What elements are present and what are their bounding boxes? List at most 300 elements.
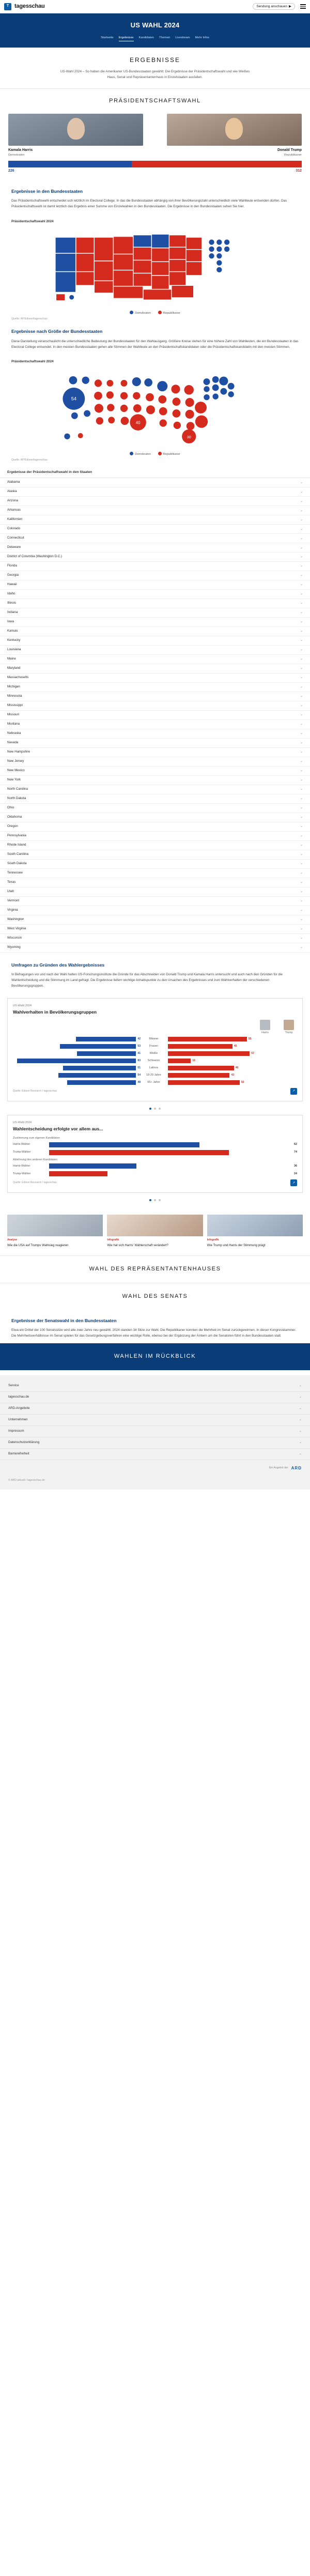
candidate-card-trump[interactable] xyxy=(167,114,302,158)
state-name: New Mexico xyxy=(7,768,25,772)
bubble-map-legend xyxy=(0,450,310,457)
state-name: Rhode Island xyxy=(7,842,26,847)
state-name: Indiana xyxy=(7,610,18,615)
state-accordion-row[interactable] xyxy=(0,534,310,543)
avatar-harris-icon xyxy=(260,1020,270,1030)
chevron-down-icon[interactable]: ⌄ xyxy=(299,1395,302,1399)
chevron-down-icon[interactable]: ⌄ xyxy=(300,536,303,540)
chevron-down-icon[interactable]: ⌄ xyxy=(300,890,303,893)
chevron-down-icon[interactable]: ⌄ xyxy=(300,555,303,559)
chevron-down-icon[interactable]: ⌄ xyxy=(300,862,303,865)
candidate-party-trump: Republikaner xyxy=(284,154,302,157)
state-name: Virginia xyxy=(7,908,18,912)
hero-banner xyxy=(0,13,310,48)
chevron-down-icon[interactable]: ⌄ xyxy=(300,611,303,615)
map-legend xyxy=(0,309,310,316)
nav-band-house[interactable]: WAHL DES REPRÄSENTANTENHAUSES xyxy=(0,1255,310,1283)
state-name: Alabama xyxy=(7,480,20,484)
chart2-value: 24 xyxy=(294,1172,297,1175)
chevron-down-icon[interactable]: ⌄ xyxy=(300,630,303,633)
state-name: Nebraska xyxy=(7,731,21,735)
senate-text: Etwa ein Drittel der 100 Senatssitze wird alle zwei Jahre neu gewählt. 2024 standen 34 Sitze zur Wahl. Die Republikaner konnten die Mehrheit im Senat zurückgewinnen. In dieser Kongresskammer. Die Mehrheitsverhältnisse im Senat spielen für das Gesetzgebungsverfahren eine wichtige Rolle, ebenso bei der Ergänzung der Ämtern um die Senatoren führt in den Bundesstaaten statt. xyxy=(11,1328,297,1338)
senate-heading: Ergebnisse der Senatswahl in den Bundesstaaten xyxy=(11,1317,117,1323)
candidate-comparison xyxy=(0,111,310,158)
electoral-votes-dem: 226 xyxy=(8,168,14,173)
map-source-choropleth: Quelle: AP/Edison/tagesschau xyxy=(11,317,48,320)
footer-link-label: Impressum xyxy=(8,1429,24,1433)
avatar-trump-icon xyxy=(284,1020,294,1030)
state-accordion-row[interactable] xyxy=(0,543,310,553)
article-heading-college: Ergebnisse in den Bundesstaaten xyxy=(11,189,83,194)
state-accordion-row[interactable] xyxy=(0,794,310,804)
legend-rep-bubble: Republikaner xyxy=(158,452,180,456)
state-accordion-row[interactable] xyxy=(0,785,310,794)
chart2-source: Quelle: Edison Research / tagesschau xyxy=(13,1181,57,1185)
teaser-2[interactable] xyxy=(107,1215,203,1248)
state-name: Montana xyxy=(7,722,20,726)
footer-link-row[interactable] xyxy=(0,1392,310,1403)
footer-link-row[interactable] xyxy=(0,1426,310,1437)
chevron-down-icon[interactable]: ⌄ xyxy=(300,917,303,921)
article-heading-size: Ergebnisse nach Größe der Bundesstaaten xyxy=(11,329,103,334)
state-name: Massachusetts xyxy=(7,676,29,680)
footer-brand-label: Ein Angebot der xyxy=(269,1466,288,1469)
footer-link-row[interactable] xyxy=(0,1415,310,1426)
teaser-2-title: Wie hat sich Harris' Wählerschaft verändert? xyxy=(107,1244,168,1247)
state-name: Kentucky xyxy=(7,638,21,642)
state-name: Minnesota xyxy=(7,694,22,698)
chart2-category-label: Harris-Wähler xyxy=(13,1142,30,1146)
chevron-down-icon[interactable]: ⌄ xyxy=(300,936,303,940)
state-name: South Carolina xyxy=(7,852,28,856)
state-accordion-row[interactable] xyxy=(0,571,310,580)
state-name: Illinois xyxy=(7,601,17,605)
play-icon: ▶ xyxy=(289,4,291,8)
chevron-down-icon[interactable]: ⌄ xyxy=(300,602,303,605)
chevron-down-icon[interactable]: ⌄ xyxy=(300,527,303,531)
nav-item-mehr-infos[interactable]: Mehr Infos xyxy=(195,36,209,39)
state-name: Colorado xyxy=(7,527,21,531)
state-accordion-row[interactable] xyxy=(0,915,310,925)
chevron-down-icon[interactable]: ⌄ xyxy=(300,499,303,503)
ard-logo-icon[interactable]: ARD xyxy=(291,1465,302,1470)
article-surveys xyxy=(0,953,310,993)
electoral-bar-dem xyxy=(8,161,132,167)
page-title: US WAHL 2024 xyxy=(130,21,180,29)
state-name: Louisiana xyxy=(7,648,21,652)
site-header xyxy=(0,0,310,13)
article-text-size: Diese Darstellung veranschaulicht die unterschiedliche Bedeutung der Bundesstaaten für den Wahlausgang. Größere Kreise stehen für eine höhere Zahl von Wahlleuten, die ein Bundesstaaten in das Electoral College entsendet. In den meisten Bundesstaaten gehen alle Stimmen der Wahlleute an den Präsidentschaftskandidaten oder die Präsidentschaftskandidatin mit den meisten Stimmen. xyxy=(11,339,299,349)
chevron-down-icon[interactable]: ⌄ xyxy=(299,1440,302,1444)
chevron-down-icon[interactable]: ⌄ xyxy=(300,518,303,522)
state-accordion-row[interactable] xyxy=(0,720,310,729)
state-name: Florida xyxy=(7,564,17,568)
state-name: New Jersey xyxy=(7,759,24,763)
chevron-down-icon[interactable]: ⌄ xyxy=(300,657,303,661)
chart1-kicker: US-Wahl 2024 xyxy=(13,1004,32,1008)
chevron-down-icon[interactable]: ⌄ xyxy=(300,723,303,726)
state-name: Kalifornien xyxy=(7,517,23,522)
chevron-down-icon[interactable]: ⌄ xyxy=(300,583,303,587)
chart1-row: 54 18-29 Jahre 43 xyxy=(13,1073,297,1078)
footer-link-label: Barrierefreiheit xyxy=(8,1451,29,1455)
chart1-category-label: 65+ Jahre xyxy=(147,1080,160,1084)
candidate-photo-trump xyxy=(167,114,302,146)
state-accordion-row[interactable] xyxy=(0,943,310,953)
chart2-value: 36 xyxy=(294,1164,297,1168)
chevron-down-icon[interactable]: ⌄ xyxy=(300,871,303,875)
nav-item-startseite[interactable]: Startseite xyxy=(101,36,114,39)
chart1-row: 41 Weiße 57 xyxy=(13,1051,297,1056)
chart1-series-legend xyxy=(13,1020,297,1035)
surveys-text: In Befragungen vor und nach der Wahl halten US-Forschungsinstitute die Gründe für das Abschneiden von Donald Trump und Kamala Harris untersucht und auch nach den Gründen für die Wahlentscheidung und die Stimmung im Land gefragt. Die Ergebnisse liefern wichtige Anhaltspunkte zu den Ursachen des Ergebnisses und zum Wahlverhalten der verschiedenen Bevölkerungsgruppen. xyxy=(11,973,283,988)
svg-text:54: 54 xyxy=(71,396,77,402)
chevron-down-icon[interactable]: ⌄ xyxy=(299,1406,302,1410)
tagesschau-logo-icon[interactable]: T xyxy=(4,3,11,10)
svg-text:40: 40 xyxy=(135,420,141,425)
state-name: District of Columbia (Washington D.C.) xyxy=(7,555,63,559)
chevron-down-icon[interactable]: ⌄ xyxy=(300,908,303,912)
chart1-row: 83 Schwarze 16 xyxy=(13,1059,297,1063)
state-name: Maine xyxy=(7,657,16,661)
teaser-3[interactable] xyxy=(207,1215,303,1248)
states-section-heading: Ergebnisse der Präsidentschaftswahl in den Staaten xyxy=(7,470,92,474)
chevron-down-icon[interactable]: ⌄ xyxy=(300,750,303,754)
candidate-card-harris[interactable] xyxy=(8,114,143,158)
footer-link-row[interactable] xyxy=(0,1381,310,1392)
bubble-map-container[interactable] xyxy=(0,366,310,450)
state-accordion-row[interactable] xyxy=(0,869,310,878)
chevron-down-icon[interactable]: ⌄ xyxy=(300,844,303,847)
electoral-bar-rep xyxy=(132,161,302,167)
chevron-down-icon[interactable]: ⌄ xyxy=(300,945,303,949)
footer-link-label: Unternehmen xyxy=(8,1417,28,1421)
teaser-image-karte xyxy=(207,1215,303,1236)
figure-title-bubble: Präsidentschaftswahl 2024 xyxy=(11,359,54,363)
legend-dem-bubble: Demokraten xyxy=(130,452,150,456)
state-accordion-row[interactable] xyxy=(0,580,310,590)
article-electoral-college xyxy=(0,181,310,213)
brand-name[interactable]: tagesschau xyxy=(14,3,45,9)
article-state-size xyxy=(0,321,310,354)
electoral-vote-bar xyxy=(0,158,310,181)
nav-item-kandidaten[interactable]: Kandidaten xyxy=(138,36,154,39)
chevron-down-icon[interactable]: ⌄ xyxy=(300,778,303,782)
state-accordion-row[interactable] xyxy=(0,832,310,841)
state-name: Maryland xyxy=(7,666,21,670)
state-name: Pennsylvania xyxy=(7,833,26,837)
chevron-down-icon[interactable]: ⌄ xyxy=(300,788,303,791)
state-name: Wisconsin xyxy=(7,936,22,940)
state-accordion-row[interactable] xyxy=(0,599,310,608)
state-name: Ohio xyxy=(7,805,14,809)
state-accordion-row[interactable] xyxy=(0,934,310,943)
chart1-legend-harris: Harris xyxy=(260,1020,270,1035)
state-accordion-row[interactable] xyxy=(0,878,310,887)
footer-link-row[interactable] xyxy=(0,1437,310,1449)
chart1-category-label: Weiße xyxy=(149,1051,158,1055)
chevron-down-icon[interactable]: ⌄ xyxy=(300,806,303,810)
chevron-down-icon[interactable]: ⌄ xyxy=(300,927,303,930)
chart1-row: 51 Latinos 46 xyxy=(13,1066,297,1070)
figure-title-choropleth: Präsidentschaftswahl 2024 xyxy=(11,219,54,223)
results-intro-band xyxy=(0,48,310,89)
chevron-down-icon[interactable]: ⌄ xyxy=(300,760,303,763)
chevron-down-icon[interactable]: ⌄ xyxy=(300,481,303,484)
chevron-down-icon[interactable]: ⌄ xyxy=(300,816,303,819)
chart2-row xyxy=(13,1142,297,1147)
legend-dem: Demokraten xyxy=(130,311,150,315)
state-accordion-row[interactable] xyxy=(0,804,310,813)
candidate-name-harris: Kamala Harris xyxy=(8,148,33,152)
state-accordion-row[interactable] xyxy=(0,897,310,906)
chart-card-motivation[interactable] xyxy=(7,1115,303,1193)
state-accordion-row[interactable] xyxy=(0,711,310,720)
teaser-3-tag: Infografik xyxy=(207,1238,219,1242)
chart2-row xyxy=(13,1150,297,1155)
chart1-footer xyxy=(13,1088,297,1095)
hero-nav xyxy=(5,36,305,41)
footer-link-row[interactable] xyxy=(0,1403,310,1415)
chart2-kicker: US-Wahl 2024 xyxy=(13,1121,32,1125)
chevron-down-icon[interactable]: ⌄ xyxy=(300,639,303,642)
chevron-down-icon[interactable]: ⌄ xyxy=(300,732,303,735)
footer-link-label: ARD-Angebote xyxy=(8,1406,30,1410)
teaser-row xyxy=(0,1209,310,1255)
chevron-down-icon[interactable]: ⌄ xyxy=(300,620,303,624)
share-icon[interactable]: ↗ xyxy=(290,1088,297,1095)
electoral-votes-rep: 312 xyxy=(296,168,302,173)
chevron-down-icon[interactable]: ⌄ xyxy=(300,825,303,829)
state-accordion-row[interactable] xyxy=(0,618,310,627)
nav-item-themen[interactable]: Themen xyxy=(159,36,171,39)
state-accordion-row[interactable] xyxy=(0,673,310,683)
state-accordion-row[interactable] xyxy=(0,590,310,599)
state-name: Georgia xyxy=(7,573,19,577)
state-accordion-row[interactable] xyxy=(0,766,310,776)
state-name: Utah xyxy=(7,889,14,893)
chevron-down-icon[interactable]: ⌄ xyxy=(300,899,303,902)
site-footer xyxy=(0,1375,310,1490)
teaser-image-analyse xyxy=(7,1215,103,1236)
state-name: Oregon xyxy=(7,824,18,828)
footer-links[interactable] xyxy=(0,1381,310,1460)
chevron-down-icon[interactable]: ⌄ xyxy=(300,574,303,577)
chevron-down-icon[interactable]: ⌄ xyxy=(300,667,303,670)
chart2-subtitle: Ablehnung des anderen Kandidaten xyxy=(13,1158,58,1161)
chevron-down-icon[interactable]: ⌄ xyxy=(299,1417,302,1421)
footer-brand-row xyxy=(0,1460,310,1479)
carousel-dots-2[interactable] xyxy=(7,1198,303,1206)
state-accordion-row[interactable] xyxy=(0,608,310,618)
state-name: Alaska xyxy=(7,489,17,494)
state-name: Iowa xyxy=(7,620,14,624)
state-name: Idaho xyxy=(7,592,16,596)
state-name: Vermont xyxy=(7,898,20,902)
state-accordion-row[interactable] xyxy=(0,701,310,711)
state-accordion-row[interactable] xyxy=(0,553,310,562)
state-accordion-row[interactable] xyxy=(0,860,310,869)
state-accordion-row[interactable] xyxy=(0,487,310,497)
state-name: West Virginia xyxy=(7,926,26,930)
chevron-down-icon[interactable]: ⌄ xyxy=(299,1451,302,1455)
state-accordion-row[interactable] xyxy=(0,525,310,534)
state-accordion-row[interactable] xyxy=(0,497,310,506)
teaser-3-title: Wie Trump und Harris der Stimmung prägt xyxy=(207,1244,266,1247)
chevron-down-icon[interactable]: ⌄ xyxy=(300,564,303,568)
nav-item-ergebnisse[interactable]: Ergebnisse xyxy=(119,36,134,41)
chevron-down-icon[interactable]: ⌄ xyxy=(300,834,303,838)
map-source-bubble: Quelle: AP/Edison/tagesschau xyxy=(11,458,48,462)
state-accordion-row[interactable] xyxy=(0,850,310,860)
footer-link-label: Datenschutzerklärung xyxy=(8,1440,40,1444)
state-accordion-row[interactable] xyxy=(0,813,310,822)
chevron-down-icon[interactable]: ⌄ xyxy=(300,676,303,680)
state-name: Michigan xyxy=(7,685,20,689)
state-accordion-row[interactable] xyxy=(0,906,310,915)
share-icon-2[interactable]: ↗ xyxy=(290,1179,297,1186)
state-name: Arizona xyxy=(7,499,18,503)
state-accordion-row[interactable] xyxy=(0,646,310,655)
chart2-plot xyxy=(13,1137,297,1177)
teaser-2-tag: Infografik xyxy=(107,1238,119,1242)
state-accordion-row[interactable] xyxy=(0,887,310,897)
surveys-heading: Umfragen zu Gründen des Wahlergebnisses xyxy=(11,962,105,968)
candidate-name-trump: Donald Trump xyxy=(277,148,302,152)
state-accordion-row[interactable] xyxy=(0,729,310,739)
results-heading: ERGEBNISSE xyxy=(129,56,181,64)
chevron-down-icon[interactable]: ⌄ xyxy=(299,1384,302,1388)
state-name: Wyoming xyxy=(7,945,21,949)
state-name: Tennessee xyxy=(7,870,23,875)
state-name: Oklahoma xyxy=(7,815,22,819)
chart1-row: 53 Frauen 45 xyxy=(13,1044,297,1049)
choropleth-map-container[interactable] xyxy=(0,226,310,309)
chart1-legend-trump: Trump xyxy=(284,1020,294,1035)
results-intro-text: US-Wahl 2024 – So haben die Amerikaner US-Bundesstaaten gewählt: Die Ergebnisse der Präsidentschaftswahl und wie Weißes Haus, Senat und Repräsentantenhaus in Einzelstaaten ausfallen. xyxy=(60,69,250,79)
hamburger-menu-icon[interactable] xyxy=(300,4,306,9)
chart1-plot xyxy=(13,1037,297,1085)
footer-link-row[interactable] xyxy=(0,1449,310,1460)
footer-copyright: © ARD-aktuell / tagesschau.de xyxy=(8,1478,45,1482)
state-accordion-row[interactable] xyxy=(0,506,310,515)
chevron-down-icon[interactable]: ⌄ xyxy=(300,685,303,689)
teaser-1-tag: Analyse xyxy=(7,1238,18,1242)
chart1-category-label: 18-29 Jahre xyxy=(146,1073,161,1077)
state-accordion-row[interactable] xyxy=(0,748,310,757)
chart2-category-label: Trump-Wähler xyxy=(13,1172,31,1175)
teaser-1[interactable] xyxy=(7,1215,103,1248)
state-accordion-row[interactable] xyxy=(0,655,310,664)
state-name: Nevada xyxy=(7,741,19,745)
state-accordion[interactable] xyxy=(0,478,310,952)
state-accordion-row[interactable] xyxy=(0,822,310,832)
chevron-down-icon[interactable]: ⌄ xyxy=(300,713,303,717)
chart2-subtitle: Zustimmung zum eigenen Kandidaten xyxy=(13,1136,60,1140)
candidate-party-harris: Demokraten xyxy=(8,154,25,157)
state-accordion-row[interactable] xyxy=(0,515,310,525)
state-name: Kansas xyxy=(7,629,18,633)
state-name: Washington xyxy=(7,917,24,921)
chevron-down-icon[interactable]: ⌄ xyxy=(300,880,303,884)
chart2-value: 74 xyxy=(294,1150,297,1154)
state-name: Arkansas xyxy=(7,508,21,512)
state-name: Mississippi xyxy=(7,703,23,708)
article-senate xyxy=(0,1310,310,1343)
chevron-down-icon[interactable]: ⌄ xyxy=(300,852,303,856)
carousel-dots-1[interactable] xyxy=(7,1107,303,1115)
state-accordion-row[interactable] xyxy=(0,627,310,636)
svg-text:30: 30 xyxy=(187,435,191,440)
teaser-image-trump xyxy=(107,1215,203,1236)
chevron-down-icon[interactable]: ⌄ xyxy=(300,546,303,549)
chart2-footer xyxy=(13,1179,297,1186)
state-accordion-row[interactable] xyxy=(0,757,310,766)
chevron-down-icon[interactable]: ⌄ xyxy=(300,769,303,773)
state-accordion-row[interactable] xyxy=(0,664,310,673)
chart2-title: Wahlentscheidung erfolgte vor allem aus... xyxy=(13,1126,103,1132)
state-accordion-row[interactable] xyxy=(0,692,310,701)
state-accordion-row[interactable] xyxy=(0,739,310,748)
chart2-value: 62 xyxy=(294,1142,297,1146)
chevron-down-icon[interactable]: ⌄ xyxy=(300,592,303,596)
state-name: Delaware xyxy=(7,545,21,549)
state-name: Connecticut xyxy=(7,536,24,540)
chart-card-demographics[interactable] xyxy=(7,998,303,1101)
state-accordion-row[interactable] xyxy=(0,478,310,487)
state-accordion-row[interactable] xyxy=(0,562,310,571)
state-accordion-row[interactable] xyxy=(0,776,310,785)
us-states-choropleth-map[interactable] xyxy=(7,227,303,303)
legend-rep: Republikaner xyxy=(158,311,180,315)
chart1-category-label: Männer xyxy=(149,1037,159,1040)
candidate-photo-harris xyxy=(8,114,143,146)
state-accordion-row[interactable] xyxy=(0,925,310,934)
chart1-title: Wahlverhalten in Bevölkerungsgruppen xyxy=(13,1009,97,1015)
nav-band-senate[interactable]: WAHL DES SENATS xyxy=(0,1283,310,1310)
chart1-row: 48 65+ Jahre 50 xyxy=(13,1080,297,1085)
state-accordion-row[interactable] xyxy=(0,841,310,850)
watch-broadcast-button[interactable] xyxy=(253,3,295,10)
state-name: Hawaii xyxy=(7,582,17,587)
chart1-source: Quelle: Edison Research / tagesschau xyxy=(13,1090,57,1093)
survey-cards xyxy=(0,993,310,1209)
presidential-section-title: PRÄSIDENTSCHAFTSWAHL xyxy=(109,98,201,104)
state-accordion-row[interactable] xyxy=(0,636,310,646)
nav-band-overview[interactable]: WAHLEN IM RÜCKBLICK xyxy=(0,1343,310,1370)
chevron-down-icon[interactable]: ⌄ xyxy=(300,741,303,745)
teaser-1-title: Wie die USA auf Trumps Wahlsieg reagieren xyxy=(7,1244,69,1247)
chevron-down-icon[interactable]: ⌄ xyxy=(300,648,303,652)
chevron-down-icon[interactable]: ⌄ xyxy=(300,797,303,801)
chevron-down-icon[interactable]: ⌄ xyxy=(299,1429,302,1433)
article-text-college: Das Präsidentschaftswahl entscheidet sich letztlich im Electoral College. In das die Bundesstaaten abhängig von ihrer Bevölkerungszahl unterschiedlich viele Wahlleute entsenden dürfen. Das Präsidentschaftswahl ist damit letztlich das Ergebnis einer Summe von Einzelwahlen in den Bundesstaaten. Die Ergebnisse in den Bundesstaaten sehen Sie hier. xyxy=(11,199,287,209)
chart2-row xyxy=(13,1171,297,1176)
chevron-down-icon[interactable]: ⌄ xyxy=(300,490,303,494)
state-accordion-row[interactable] xyxy=(0,683,310,692)
chevron-down-icon[interactable]: ⌄ xyxy=(300,704,303,708)
chevron-down-icon[interactable]: ⌄ xyxy=(300,509,303,512)
nav-item-livestream[interactable]: Livestream xyxy=(175,36,190,39)
state-name: North Dakota xyxy=(7,796,26,800)
state-name: New York xyxy=(7,777,21,781)
chart1-category-label: Schwarze xyxy=(147,1059,160,1062)
us-states-bubble-map[interactable] xyxy=(7,367,303,444)
footer-link-label: Service xyxy=(8,1384,19,1388)
state-name: North Carolina xyxy=(7,787,28,791)
chevron-down-icon[interactable]: ⌄ xyxy=(300,695,303,698)
chart1-row: 42 Männer 55 xyxy=(13,1037,297,1041)
